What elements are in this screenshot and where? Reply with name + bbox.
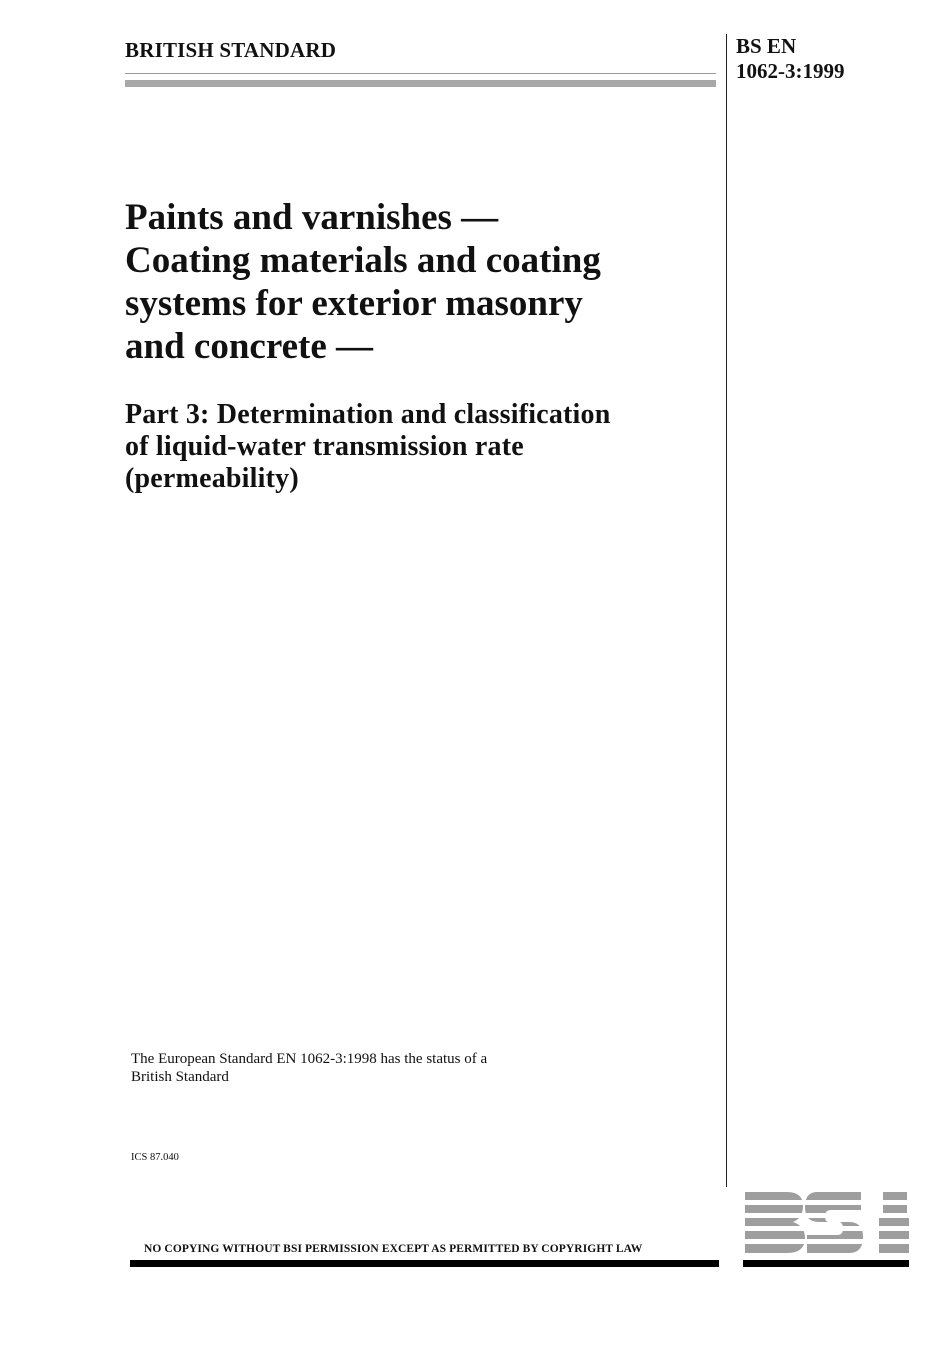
part-title <box>125 399 715 495</box>
header-divider-thin <box>125 73 716 74</box>
standard-number <box>736 34 845 84</box>
title-line: and concrete — <box>125 326 373 367</box>
standard-number-code: 1062-3:1999 <box>736 59 845 83</box>
title-line: systems for exterior masonry <box>125 283 583 324</box>
title-line: Coating materials and coating <box>125 240 601 281</box>
part-title-line: Part 3: Determination and classification <box>125 399 611 430</box>
header-divider-thick <box>125 80 716 87</box>
column-divider <box>726 34 727 1187</box>
standard-number-prefix: BS EN <box>736 34 797 58</box>
title-line: Paints and varnishes — <box>125 197 499 238</box>
footer-divider <box>130 1260 719 1267</box>
document-series-label: BRITISH STANDARD <box>125 38 337 62</box>
bsi-logo <box>743 1192 909 1268</box>
ics-code: ICS 87.040 <box>131 1152 179 1163</box>
document-title <box>125 196 715 368</box>
status-note <box>131 1050 571 1086</box>
status-note-line: The European Standard EN 1062-3:1998 has the status of a <box>131 1051 488 1067</box>
part-title-line: (permeability) <box>125 463 299 494</box>
part-title-line: of liquid-water transmission rate <box>125 431 524 462</box>
status-note-line: British Standard <box>131 1069 229 1085</box>
copyright-notice: NO COPYING WITHOUT BSI PERMISSION EXCEPT AS PERMITTED BY COPYRIGHT LAW <box>144 1243 643 1255</box>
